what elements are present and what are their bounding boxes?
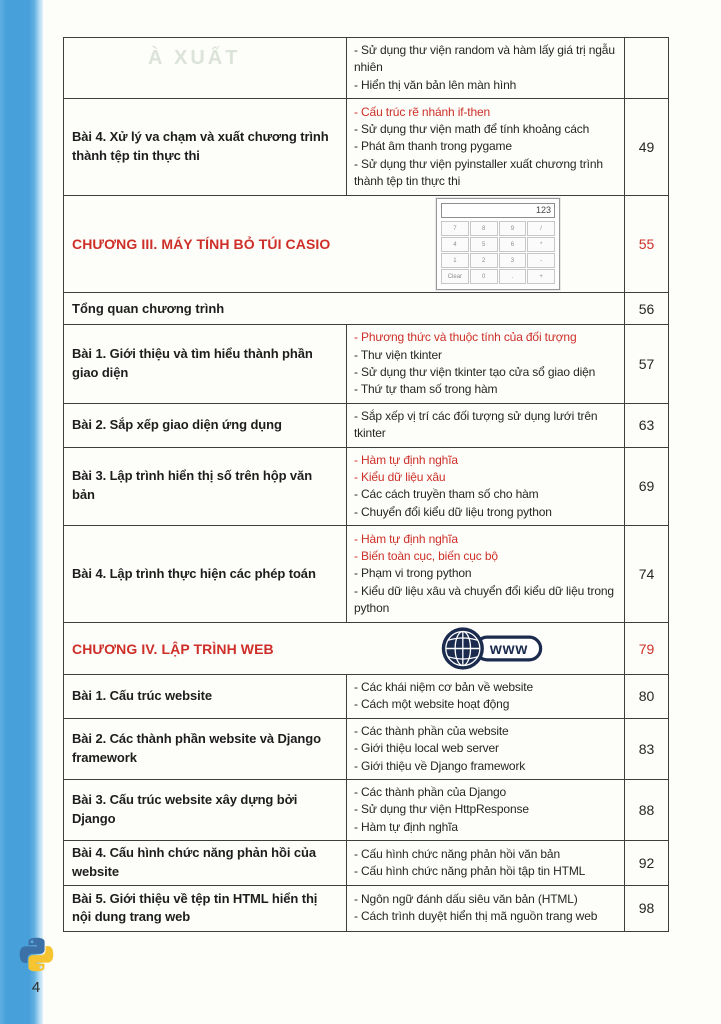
page-number: 98 xyxy=(625,885,669,931)
chapter-cell xyxy=(64,623,625,675)
lesson-title: Bài 2. Sắp xếp giao diện ứng dụng xyxy=(64,403,347,447)
topic-item: - Thư viện tkinter xyxy=(354,347,442,362)
lesson-title: Bài 5. Giới thiệu về tệp tin HTML hiển thị nội dung trang web xyxy=(64,885,347,931)
topic-item: - Phương thức và thuộc tính của đối tượng xyxy=(354,330,577,345)
topic-item: - Hàm tự định nghĩa xyxy=(354,531,458,546)
topic-item: - Phạm vi trong python xyxy=(354,566,472,581)
topic-item: - Hàm tự định nghĩa xyxy=(354,819,458,834)
calc-key: 0 xyxy=(470,269,498,284)
lesson-topics-cell xyxy=(347,841,625,886)
chapter-row xyxy=(64,196,669,293)
topic-item: - Sử dụng thư viện tkinter tạo cửa sổ giao diện xyxy=(354,364,596,379)
table-row xyxy=(64,675,669,719)
topic-item: - Sắp xếp vị trí các đối tượng sử dụng lưới trên tkinter xyxy=(354,408,598,441)
lesson-title: Bài 4. Lập trình thực hiện các phép toán xyxy=(64,526,347,623)
calc-key: 3 xyxy=(499,253,527,268)
lesson-title: Bài 1. Giới thiệu và tìm hiểu thành phần giao diện xyxy=(64,325,347,404)
page-footer xyxy=(13,936,59,996)
topic-item: - Thứ tự tham số trong hàm xyxy=(354,382,498,397)
lesson-topics-cell xyxy=(347,885,625,931)
page-number: 79 xyxy=(625,623,669,675)
lesson-topics-cell xyxy=(347,325,625,404)
page-number: 49 xyxy=(625,99,669,196)
lesson-title: Bài 3. Lập trình hiển thị số trên hộp văn bản xyxy=(64,447,347,526)
topic-item: - Phát âm thanh trong pygame xyxy=(354,139,512,154)
topic-item: - Biến toàn cục, biến cục bộ xyxy=(354,548,498,563)
topic-item: - Các khái niệm cơ bản về website xyxy=(354,680,533,695)
topic-item: - Hiển thị văn bản lên màn hình xyxy=(354,77,517,92)
table-row xyxy=(64,293,669,325)
book-spine-band xyxy=(0,0,43,1024)
topic-item: - Các thành phần của website xyxy=(354,723,509,738)
topic-item: - Ngôn ngữ đánh dấu siêu văn bản (HTML) xyxy=(354,892,578,906)
page-number: 92 xyxy=(625,841,669,886)
lesson-title-cell xyxy=(64,38,347,99)
lesson-topics-cell xyxy=(347,780,625,841)
topic-item: - Sử dụng thư viện HttpResponse xyxy=(354,802,529,817)
lesson-topics-cell xyxy=(347,447,625,526)
page-number: 74 xyxy=(625,526,669,623)
calc-key: . xyxy=(499,269,527,284)
folio-page-number: 4 xyxy=(31,979,41,996)
calc-key: / xyxy=(527,221,555,236)
topic-item: - Sử dụng thư viện random và hàm lấy giá trị ngẫu nhiên xyxy=(354,43,615,75)
topic-item: - Các cách truyền tham số cho hàm xyxy=(354,487,539,502)
calc-key: 4 xyxy=(441,237,469,252)
page-number: 56 xyxy=(625,293,669,325)
topic-item: - Kiểu dữ liệu xâu xyxy=(354,469,446,484)
table-row xyxy=(64,99,669,196)
lesson-title: Bài 1. Cấu trúc website xyxy=(64,675,347,719)
calc-key: * xyxy=(527,237,555,252)
chapter-row xyxy=(64,623,669,675)
table-row xyxy=(64,325,669,404)
table-row xyxy=(64,841,669,886)
overview-title: Tổng quan chương trình xyxy=(64,293,625,325)
calc-key: 6 xyxy=(499,237,527,252)
page-number: 88 xyxy=(625,780,669,841)
globe-www-icon xyxy=(440,625,544,672)
table-row xyxy=(64,38,669,99)
python-logo-icon xyxy=(18,960,55,977)
toc-table xyxy=(63,37,669,932)
topic-item: - Giới thiệu về Django framework xyxy=(354,758,526,773)
calc-key: Clear xyxy=(441,269,469,284)
table-row xyxy=(64,403,669,447)
lesson-title: Bài 2. Các thành phần website và Django framework xyxy=(64,718,347,779)
topic-item: - Kiểu dữ liệu xâu và chuyển đổi kiểu dữ liệu trong python xyxy=(354,583,614,616)
chapter-title: CHƯƠNG IV. LẬP TRÌNH WEB xyxy=(72,640,274,657)
calc-key: 8 xyxy=(470,221,498,236)
chapter-cell xyxy=(64,196,625,293)
topic-item: - Cấu hình chức năng phản hồi văn bản xyxy=(354,846,560,861)
table-row xyxy=(64,780,669,841)
lesson-topics-cell xyxy=(347,718,625,779)
lesson-topics-cell xyxy=(347,526,625,623)
svg-text:www: www xyxy=(489,641,529,659)
chapter-title: CHƯƠNG III. MÁY TÍNH BỎ TÚI CASIO xyxy=(72,236,331,253)
topic-item: - Chuyển đổi kiểu dữ liệu trong python xyxy=(354,504,552,519)
calc-key: 7 xyxy=(441,221,469,236)
page-number: 63 xyxy=(625,403,669,447)
calc-key: 5 xyxy=(470,237,498,252)
calculator-illustration xyxy=(436,198,560,290)
topic-item: - Cách một website hoạt động xyxy=(354,697,510,712)
topic-item: - Sử dụng thư viện math để tính khoảng cách xyxy=(354,122,590,137)
topic-item: - Giới thiệu local web server xyxy=(354,741,499,756)
lesson-title: Bài 3. Cấu trúc website xây dựng bởi Django xyxy=(64,780,347,841)
topic-item: - Cấu trúc rẽ nhánh if-then xyxy=(354,104,491,119)
page-number: 55 xyxy=(625,196,669,293)
calculator-display: 123 xyxy=(441,203,555,218)
page-number xyxy=(625,38,669,99)
table-row xyxy=(64,447,669,526)
lesson-title: Bài 4. Cấu hình chức năng phản hồi của website xyxy=(64,841,347,886)
calc-key: 1 xyxy=(441,253,469,268)
page-number: 69 xyxy=(625,447,669,526)
calc-key: - xyxy=(527,253,555,268)
lesson-topics-cell xyxy=(347,99,625,196)
calc-key: 9 xyxy=(499,221,527,236)
topic-item: - Sử dụng thư viện pyinstaller xuất chương trình thành tệp tin thực thi xyxy=(354,156,603,189)
topic-item: - Hàm tự định nghĩa xyxy=(354,452,458,467)
lesson-topics-cell xyxy=(347,403,625,447)
page-number: 83 xyxy=(625,718,669,779)
lesson-topics-cell xyxy=(347,675,625,719)
lesson-title: Bài 4. Xử lý va chạm và xuất chương trình thành tệp tin thực thi xyxy=(64,99,347,196)
calculator-keys xyxy=(441,221,555,284)
calc-key: + xyxy=(527,269,555,284)
table-row xyxy=(64,718,669,779)
print-through-watermark: À XUẤT xyxy=(148,47,241,69)
table-row xyxy=(64,885,669,931)
lesson-topics-cell xyxy=(347,38,625,99)
topic-item: - Cấu hình chức năng phản hồi tập tin HTML xyxy=(354,864,586,879)
topic-item: - Các thành phần của Django xyxy=(354,785,507,800)
page-number: 57 xyxy=(625,325,669,404)
page-number: 80 xyxy=(625,675,669,719)
topic-item: - Cách trình duyệt hiển thị mã nguồn trang web xyxy=(354,909,598,924)
table-row xyxy=(64,526,669,623)
calc-key: 2 xyxy=(470,253,498,268)
